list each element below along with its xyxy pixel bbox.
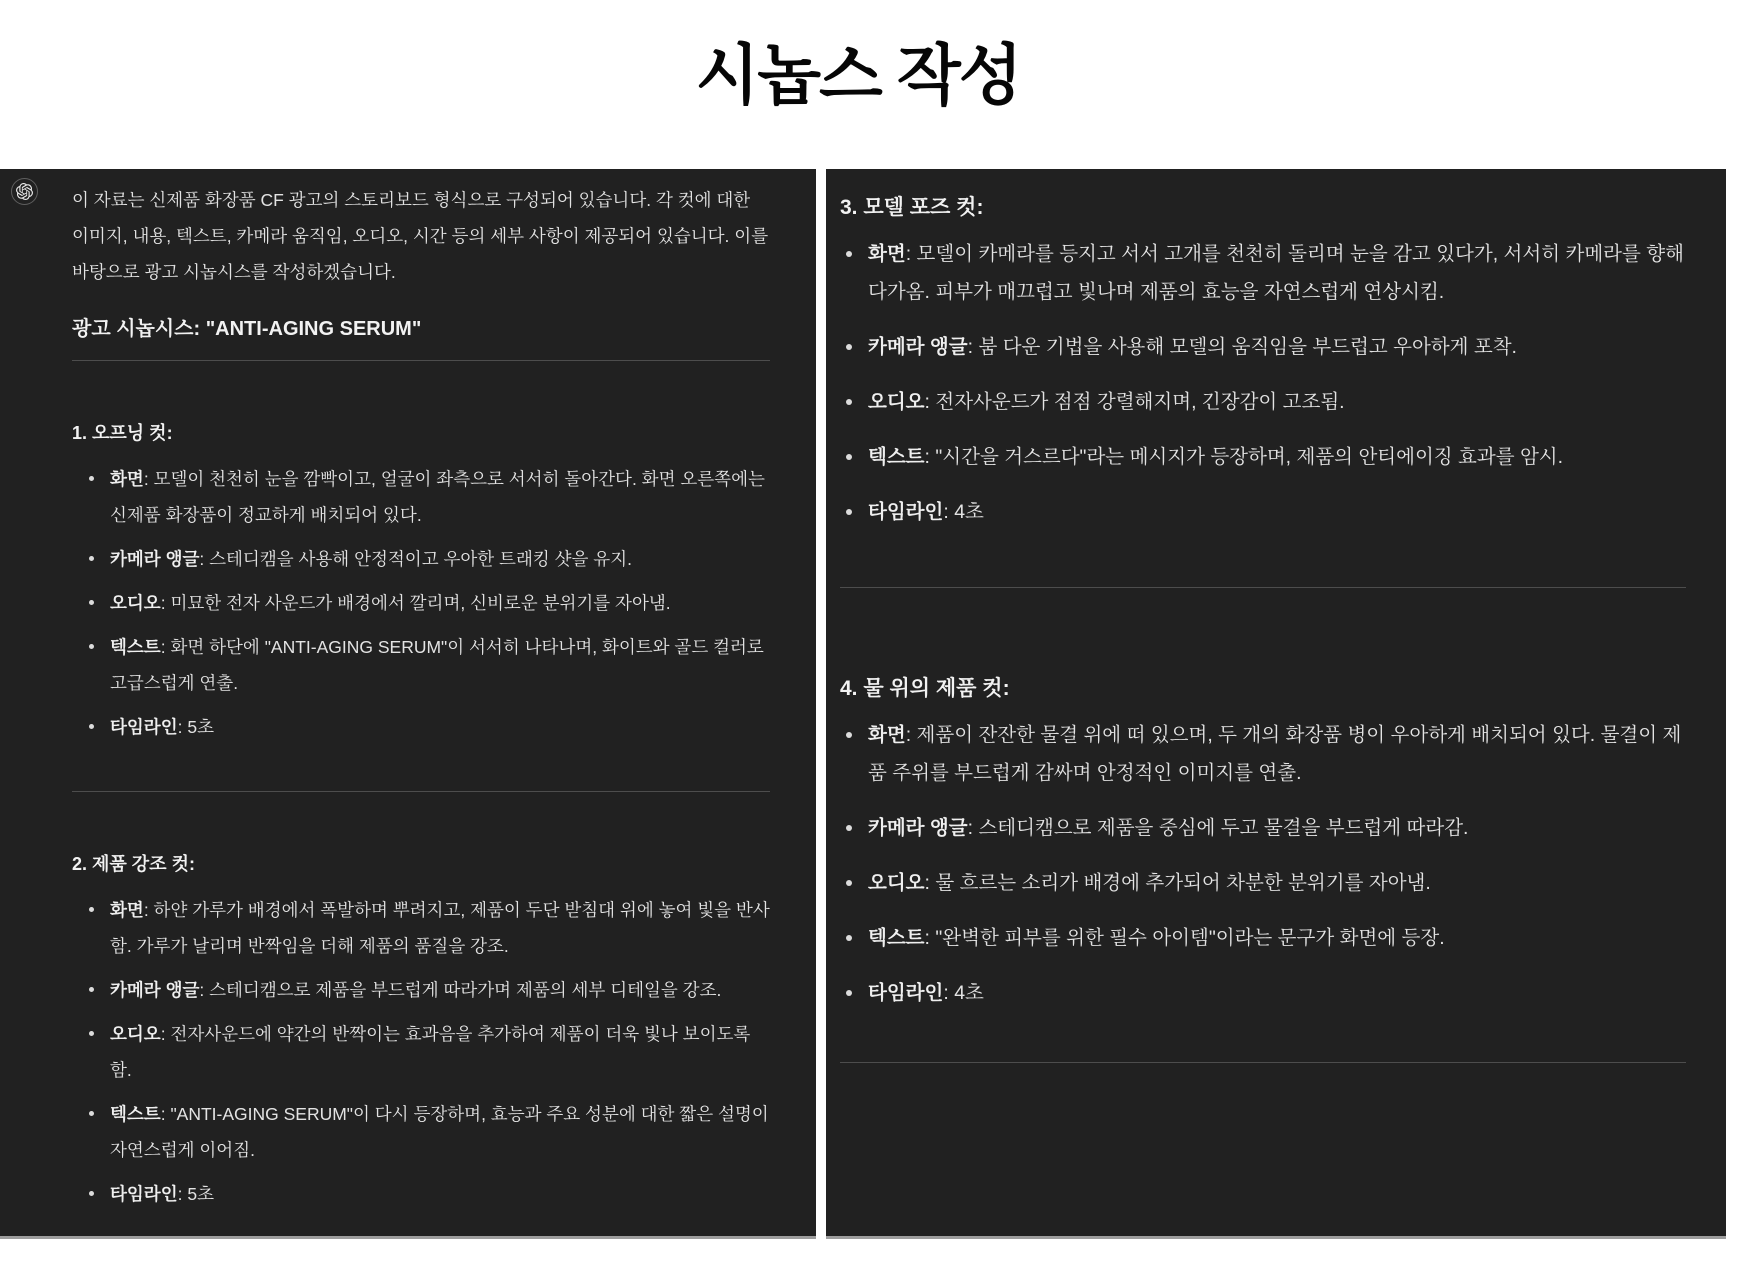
item-text: : "완벽한 피부를 위한 필수 아이템"이라는 문구가 화면에 등장. — [924, 927, 1445, 949]
storyboard-list-1 — [72, 461, 770, 745]
item-text: : 붐 다운 기법을 사용해 모델의 움직임을 부드럽고 우아하게 포착. — [967, 336, 1517, 358]
item-label: 텍스트 — [868, 927, 925, 949]
page-title: 시놉스 작성 — [695, 38, 1021, 112]
item-label: 카메라 앵글 — [868, 336, 968, 358]
item-text: : 전자사운드가 점점 강렬해지며, 긴장감이 고조됨. — [924, 391, 1345, 413]
item-text: : 스테디캠을 사용해 안정적이고 우아한 트래킹 샷을 유지. — [199, 549, 632, 569]
section-divider — [840, 1062, 1686, 1063]
item-text: : 전자사운드에 약간의 반짝이는 효과음을 추가하여 제품이 더욱 빛나 보이도록 함. — [110, 1024, 751, 1080]
storyboard-list-2 — [72, 892, 770, 1212]
item-label: 오디오 — [110, 1024, 161, 1044]
section-divider — [72, 360, 770, 361]
item-label: 화면 — [110, 900, 144, 920]
storyboard-item — [72, 629, 770, 701]
chat-screenshot-panel-right — [826, 169, 1726, 1239]
item-label: 타임라인 — [110, 1184, 178, 1204]
item-label: 타임라인 — [868, 982, 944, 1004]
storyboard-item — [72, 1096, 770, 1168]
storyboard-item — [840, 383, 1686, 421]
storyboard-item — [72, 892, 770, 964]
storyboard-item — [72, 709, 770, 745]
storyboard-list-3 — [840, 235, 1686, 531]
item-text: : 모델이 천천히 눈을 깜빡이고, 얼굴이 좌측으로 서서히 돌아간다. 화면 오른쪽에는 신제품 화장품이 정교하게 배치되어 있다. — [110, 469, 765, 525]
item-label: 카메라 앵글 — [110, 549, 200, 569]
item-text: : 미묘한 전자 사운드가 배경에서 깔리며, 신비로운 분위기를 자아냄. — [160, 593, 671, 613]
item-label: 오디오 — [868, 391, 925, 413]
storyboard-item — [72, 1016, 770, 1088]
storyboard-list-4 — [840, 716, 1686, 1012]
item-text: : 하얀 가루가 배경에서 폭발하며 뿌려지고, 제품이 두단 받침대 위에 놓여 빛을 반사함. 가루가 날리며 반짝임을 더해 제품의 품질을 강조. — [110, 900, 770, 956]
item-label: 텍스트 — [868, 446, 925, 468]
item-text: : 5초 — [177, 717, 214, 737]
synopsis-heading: 광고 시놉시스: "ANTI-AGING SERUM" — [72, 318, 422, 340]
storyboard-item — [840, 716, 1686, 792]
item-label: 텍스트 — [110, 1104, 161, 1124]
item-text: : 스테디캠으로 제품을 부드럽게 따라가며 제품의 세부 디테일을 강조. — [199, 980, 722, 1000]
assistant-message-continued — [826, 169, 1726, 1063]
storyboard-item — [840, 235, 1686, 311]
storyboard-item — [840, 864, 1686, 902]
item-label: 카메라 앵글 — [868, 817, 968, 839]
item-label: 타임라인 — [868, 501, 944, 523]
item-label: 화면 — [868, 724, 906, 746]
item-label: 텍스트 — [110, 637, 161, 657]
item-label: 화면 — [868, 243, 906, 265]
chat-screenshot-panel-left — [0, 169, 816, 1239]
item-text: : 4초 — [943, 501, 984, 523]
storyboard-item — [840, 328, 1686, 366]
storyboard-item — [840, 438, 1686, 476]
storyboard-item — [840, 493, 1686, 531]
item-text: : 제품이 잔잔한 물결 위에 떠 있으며, 두 개의 화장품 병이 우아하게 배치되어 있다. 물결이 제품 주위를 부드럽게 감싸며 안정적인 이미지를 연출. — [868, 724, 1682, 784]
openai-logo-icon — [16, 183, 33, 200]
item-label: 카메라 앵글 — [110, 980, 200, 1000]
item-label: 화면 — [110, 469, 144, 489]
item-text: : 물 흐르는 소리가 배경에 추가되어 차분한 분위기를 자아냄. — [924, 872, 1431, 894]
section-title-1: 1. 오프닝 컷: — [72, 423, 173, 443]
storyboard-item — [840, 974, 1686, 1012]
storyboard-item — [840, 809, 1686, 847]
assistant-avatar — [11, 178, 38, 205]
item-label: 타임라인 — [110, 717, 178, 737]
storyboard-item — [840, 919, 1686, 957]
item-text: : 화면 하단에 "ANTI-AGING SERUM"이 서서히 나타나며, 화이트와 골드 컬러로 고급스럽게 연출. — [110, 637, 764, 693]
section-title-3: 3. 모델 포즈 컷: — [840, 196, 984, 219]
storyboard-item — [72, 541, 770, 577]
assistant-message — [0, 169, 816, 1212]
intro-paragraph: 이 자료는 신제품 화장품 CF 광고의 스토리보드 형식으로 구성되어 있습니다. 각 컷에 대한 이미지, 내용, 텍스트, 카메라 움직임, 오디오, 시간 등의 세부 사항이 제공되어 있습니다. 이를 바탕으로 광고 시놉시스를 작성하겠습니다. — [72, 190, 769, 282]
storyboard-item — [72, 585, 770, 621]
section-title-2: 2. 제품 강조 컷: — [72, 854, 195, 874]
item-text: : 스테디캠으로 제품을 중심에 두고 물결을 부드럽게 따라감. — [967, 817, 1469, 839]
item-text: : 5초 — [177, 1184, 214, 1204]
section-title-4: 4. 물 위의 제품 컷: — [840, 677, 1010, 700]
storyboard-item — [72, 1176, 770, 1212]
item-label: 오디오 — [110, 593, 161, 613]
item-text: : 모델이 카메라를 등지고 서서 고개를 천천히 돌리며 눈을 감고 있다가, 서서히 카메라를 향해 다가옴. 피부가 매끄럽고 빛나며 제품의 효능을 자연스럽게 연상시킴. — [868, 243, 1684, 303]
item-text: : "ANTI-AGING SERUM"이 다시 등장하며, 효능과 주요 성분에 대한 짧은 설명이 자연스럽게 이어짐. — [110, 1104, 769, 1160]
storyboard-item — [72, 972, 770, 1008]
item-label: 오디오 — [868, 872, 925, 894]
section-divider — [72, 791, 770, 792]
item-text: : 4초 — [943, 982, 984, 1004]
item-text: : "시간을 거스르다"라는 메시지가 등장하며, 제품의 안티에이징 효과를 암시. — [924, 446, 1564, 468]
storyboard-item — [72, 461, 770, 533]
section-divider — [840, 587, 1686, 588]
